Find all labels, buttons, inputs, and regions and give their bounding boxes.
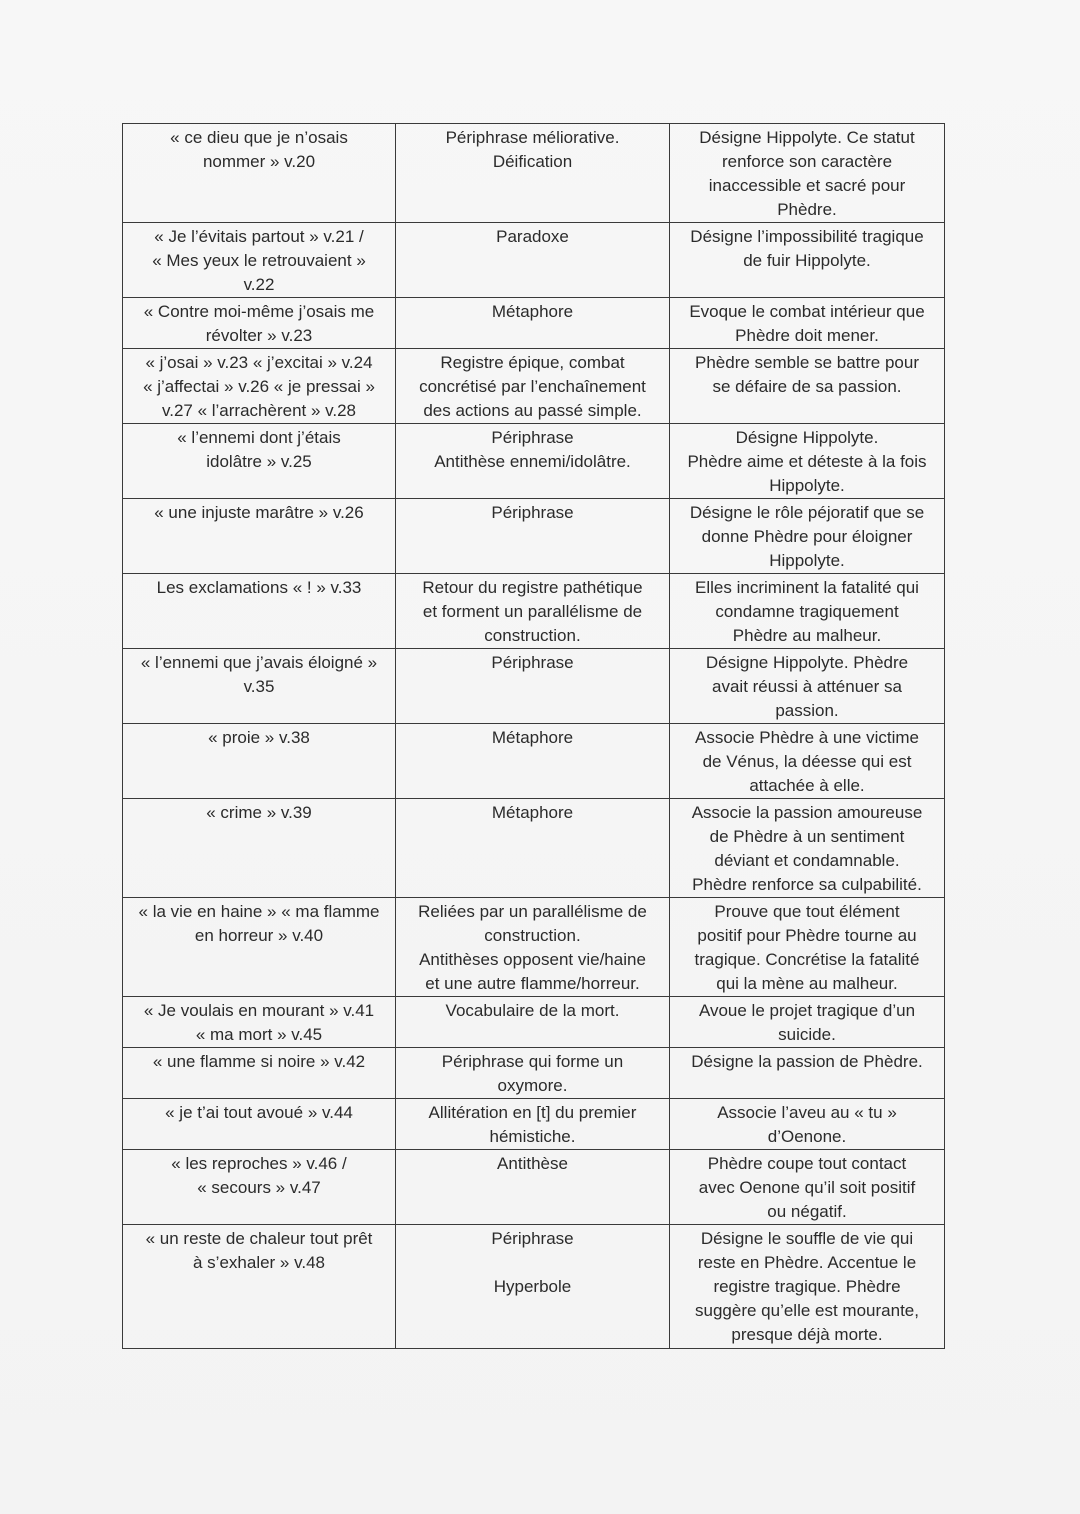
analysis-table: [122, 123, 945, 1349]
interpretation-cell: Désigne Hippolyte. Ce statut renforce son caractère inaccessible et sacré pour Phèdre.: [670, 124, 945, 223]
interpretation-cell: Evoque le combat intérieur que Phèdre doit mener.: [670, 298, 945, 349]
figure-cell: Métaphore: [396, 724, 670, 799]
figure-cell: Périphrase méliorative. Déification: [396, 124, 670, 223]
quote-cell: « une flamme si noire » v.42: [123, 1048, 396, 1099]
interpretation-cell: Associe Phèdre à une victime de Vénus, la déesse qui est attachée à elle.: [670, 724, 945, 799]
interpretation-cell: Prouve que tout élément positif pour Phèdre tourne au tragique. Concrétise la fatalité qui la mène au malheur.: [670, 898, 945, 997]
interpretation-cell: Désigne Hippolyte. Phèdre aime et déteste à la fois Hippolyte.: [670, 424, 945, 499]
table-row: [123, 724, 945, 799]
quote-cell: « un reste de chaleur tout prêt à s’exhaler » v.48: [123, 1225, 396, 1349]
table-row: [123, 223, 945, 298]
quote-cell: « Je voulais en mourant » v.41 « ma mort » v.45: [123, 997, 396, 1048]
figure-cell: Paradoxe: [396, 223, 670, 298]
quote-cell: « proie » v.38: [123, 724, 396, 799]
figure-cell: Périphrase qui forme un oxymore.: [396, 1048, 670, 1099]
table-row: [123, 574, 945, 649]
interpretation-cell: Associe l’aveu au « tu » d’Oenone.: [670, 1099, 945, 1150]
interpretation-cell: Phèdre semble se battre pour se défaire de sa passion.: [670, 349, 945, 424]
figure-cell: Vocabulaire de la mort.: [396, 997, 670, 1048]
quote-cell: « l’ennemi que j’avais éloigné » v.35: [123, 649, 396, 724]
quote-cell: Les exclamations « ! » v.33: [123, 574, 396, 649]
interpretation-cell: Désigne la passion de Phèdre.: [670, 1048, 945, 1099]
table-row: [123, 298, 945, 349]
quote-cell: « les reproches » v.46 / « secours » v.47: [123, 1150, 396, 1225]
quote-cell: « Je l’évitais partout » v.21 / « Mes yeux le retrouvaient » v.22: [123, 223, 396, 298]
interpretation-cell: Désigne Hippolyte. Phèdre avait réussi à atténuer sa passion.: [670, 649, 945, 724]
table-row: [123, 1150, 945, 1225]
table-row: [123, 349, 945, 424]
interpretation-cell: Phèdre coupe tout contact avec Oenone qu’il soit positif ou négatif.: [670, 1150, 945, 1225]
quote-cell: « ce dieu que je n’osais nommer » v.20: [123, 124, 396, 223]
interpretation-cell: Avoue le projet tragique d’un suicide.: [670, 997, 945, 1048]
quote-cell: « l’ennemi dont j’étais idolâtre » v.25: [123, 424, 396, 499]
figure-cell: Périphrase: [396, 649, 670, 724]
figure-cell: Périphrase: [396, 499, 670, 574]
table-row: [123, 799, 945, 898]
table-row: [123, 499, 945, 574]
figure-cell: Antithèse: [396, 1150, 670, 1225]
quote-cell: « Contre moi-même j’osais me révolter » v.23: [123, 298, 396, 349]
quote-cell: « la vie en haine » « ma flamme en horreur » v.40: [123, 898, 396, 997]
interpretation-cell: Associe la passion amoureuse de Phèdre à un sentiment déviant et condamnable. Phèdre renforce sa culpabilité.: [670, 799, 945, 898]
figure-cell: Métaphore: [396, 298, 670, 349]
table-row: [123, 124, 945, 223]
table-row: [123, 1048, 945, 1099]
quote-cell: « crime » v.39: [123, 799, 396, 898]
table-row: [123, 649, 945, 724]
figure-cell: Métaphore: [396, 799, 670, 898]
figure-cell: Retour du registre pathétique et forment un parallélisme de construction.: [396, 574, 670, 649]
interpretation-cell: Désigne le souffle de vie qui reste en Phèdre. Accentue le registre tragique. Phèdre suggère qu’elle est mourante, presque déjà morte.: [670, 1225, 945, 1349]
table-row: [123, 898, 945, 997]
figure-cell: Allitération en [t] du premier hémistiche.: [396, 1099, 670, 1150]
quote-cell: « je t’ai tout avoué » v.44: [123, 1099, 396, 1150]
figure-cell: Reliées par un parallélisme de construction. Antithèses opposent vie/haine et une autre flamme/horreur.: [396, 898, 670, 997]
table-row: [123, 424, 945, 499]
table-row: [123, 1225, 945, 1349]
interpretation-cell: Elles incriminent la fatalité qui condamne tragiquement Phèdre au malheur.: [670, 574, 945, 649]
table-row: [123, 997, 945, 1048]
interpretation-cell: Désigne l’impossibilité tragique de fuir Hippolyte.: [670, 223, 945, 298]
figure-cell: Registre épique, combat concrétisé par l’enchaînement des actions au passé simple.: [396, 349, 670, 424]
quote-cell: « j’osai » v.23 « j’excitai » v.24 « j’affectai » v.26 « je pressai » v.27 « l’arrachèrent » v.28: [123, 349, 396, 424]
quote-cell: « une injuste marâtre » v.26: [123, 499, 396, 574]
table-row: [123, 1099, 945, 1150]
figure-cell: Périphrase Hyperbole: [396, 1225, 670, 1349]
figure-cell: Périphrase Antithèse ennemi/idolâtre.: [396, 424, 670, 499]
interpretation-cell: Désigne le rôle péjoratif que se donne Phèdre pour éloigner Hippolyte.: [670, 499, 945, 574]
